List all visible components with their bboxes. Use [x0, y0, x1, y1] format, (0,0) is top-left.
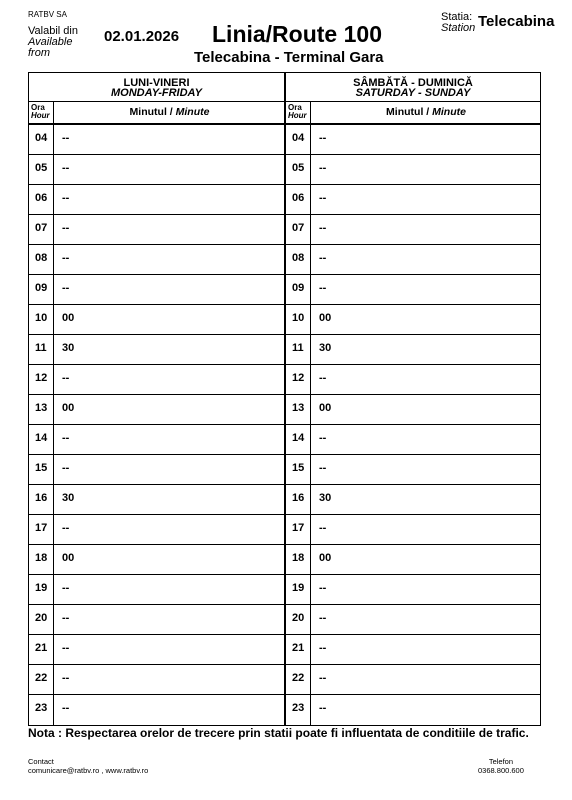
table-row [29, 425, 284, 455]
minute-cell: -- [62, 132, 70, 144]
hour-cell: 11 [29, 335, 54, 364]
hour-cell: 09 [286, 275, 311, 304]
minute-cell: -- [62, 372, 70, 384]
hour-cell: 08 [29, 245, 54, 274]
minute-cell: -- [319, 222, 327, 234]
phone-info [478, 757, 524, 775]
table-row [286, 275, 540, 305]
hour-cell: 12 [29, 365, 54, 394]
hour-cell: 14 [29, 425, 54, 454]
minute-cell: -- [62, 282, 70, 294]
minute-label-ro: Minutul / [129, 106, 173, 118]
hour-cell: 12 [286, 365, 311, 394]
hour-cell: 10 [286, 305, 311, 334]
table-row [29, 545, 284, 575]
traffic-note: Nota : Respectarea orelor de trecere prin statii poate fi influentata de conditiile de trafic. [28, 726, 529, 740]
hour-cell: 06 [286, 185, 311, 214]
station-label [441, 12, 475, 34]
minute-cell: 30 [319, 492, 332, 504]
minute-cell: -- [62, 642, 70, 654]
table-row [286, 365, 540, 395]
table-row [286, 215, 540, 245]
minute-label-en: Minute [432, 106, 466, 118]
table-row [286, 665, 540, 695]
table-row [286, 125, 540, 155]
hour-cell: 07 [29, 215, 54, 244]
table-row [29, 695, 284, 725]
minute-cell: -- [319, 522, 327, 534]
minute-cell: -- [319, 132, 327, 144]
minute-cell: 00 [319, 552, 332, 564]
minute-cell: -- [319, 162, 327, 174]
valid-from-en1: Available [28, 36, 73, 48]
minute-cell: -- [319, 252, 327, 264]
minute-cell: -- [62, 672, 70, 684]
table-row [286, 305, 540, 335]
minute-cell: -- [319, 612, 327, 624]
table-row [29, 155, 284, 185]
timetable [28, 72, 541, 726]
table-row [29, 125, 284, 155]
table-row [286, 515, 540, 545]
hour-label-en: Hour [288, 111, 307, 120]
minute-column-label [55, 102, 284, 123]
hour-cell: 11 [286, 335, 311, 364]
hour-column-label [29, 102, 54, 123]
hour-cell: 17 [29, 515, 54, 544]
company-name: RATBV SA [28, 10, 67, 19]
table-row [29, 515, 284, 545]
weekend-rows [286, 125, 540, 725]
hour-cell: 23 [286, 695, 311, 725]
minute-cell: -- [62, 222, 70, 234]
minute-cell: 00 [62, 312, 75, 324]
weekend-column-header [286, 102, 540, 125]
hour-cell: 15 [286, 455, 311, 484]
minute-cell: -- [319, 282, 327, 294]
table-row [286, 575, 540, 605]
minute-cell: -- [62, 162, 70, 174]
table-row [286, 485, 540, 515]
hour-cell: 09 [29, 275, 54, 304]
weekend-title-ro: SÂMBĂTĂ - DUMINICĂ [353, 77, 473, 89]
table-row [29, 185, 284, 215]
minute-cell: -- [62, 252, 70, 264]
phone-label: Telefon [488, 757, 514, 766]
minute-cell: -- [62, 522, 70, 534]
hour-cell: 18 [29, 545, 54, 574]
hour-cell: 15 [29, 455, 54, 484]
hour-cell: 20 [29, 605, 54, 634]
valid-from-ro: Valabil din [28, 25, 78, 37]
minute-cell: 30 [62, 342, 75, 354]
valid-from-en2: from [28, 47, 50, 59]
weekday-header [29, 73, 284, 102]
table-row [286, 245, 540, 275]
minute-cell: -- [319, 372, 327, 384]
hour-label-ro: Ora [31, 103, 45, 112]
minute-cell: -- [319, 462, 327, 474]
hour-cell: 21 [286, 635, 311, 664]
hour-cell: 22 [29, 665, 54, 694]
table-row [29, 215, 284, 245]
minute-cell: -- [319, 432, 327, 444]
minute-cell: -- [62, 462, 70, 474]
weekend-timetable [286, 73, 540, 725]
minute-cell: -- [319, 672, 327, 684]
table-row [29, 605, 284, 635]
hour-cell: 10 [29, 305, 54, 334]
minute-cell: 00 [62, 552, 75, 564]
table-row [29, 245, 284, 275]
table-row [29, 665, 284, 695]
minute-cell: -- [62, 432, 70, 444]
table-row [286, 545, 540, 575]
hour-cell: 16 [29, 485, 54, 514]
minute-cell: 30 [62, 492, 75, 504]
hour-cell: 07 [286, 215, 311, 244]
contact-label: Contact [28, 757, 54, 766]
table-row [286, 635, 540, 665]
hour-label-ro: Ora [288, 103, 302, 112]
hour-cell: 04 [29, 125, 54, 154]
hour-cell: 05 [286, 155, 311, 184]
valid-from-label [28, 26, 78, 59]
contact-info [28, 757, 148, 775]
hour-cell: 13 [286, 395, 311, 424]
route-direction: Telecabina - Terminal Gara [194, 49, 384, 66]
weekday-rows [29, 125, 284, 725]
hour-cell: 23 [29, 695, 54, 725]
hour-cell: 21 [29, 635, 54, 664]
minute-cell: 00 [62, 402, 75, 414]
table-row [29, 635, 284, 665]
table-row [286, 155, 540, 185]
hour-cell: 04 [286, 125, 311, 154]
table-row [286, 335, 540, 365]
table-row [286, 605, 540, 635]
minute-cell: 30 [319, 342, 332, 354]
hour-cell: 19 [29, 575, 54, 604]
table-row [29, 275, 284, 305]
minute-cell: 00 [319, 312, 332, 324]
table-row [286, 425, 540, 455]
table-row [286, 395, 540, 425]
weekend-title-en: SATURDAY - SUNDAY [355, 87, 471, 99]
hour-cell: 20 [286, 605, 311, 634]
table-row [29, 305, 284, 335]
phone-value: 0368.800.600 [478, 766, 524, 775]
hour-cell: 06 [29, 185, 54, 214]
hour-cell: 13 [29, 395, 54, 424]
minute-cell: 00 [319, 402, 332, 414]
hour-cell: 05 [29, 155, 54, 184]
hour-cell: 22 [286, 665, 311, 694]
table-row [286, 455, 540, 485]
station-label-en: Station [441, 22, 476, 34]
weekday-timetable [29, 73, 286, 725]
hour-label-en: Hour [31, 111, 50, 120]
weekday-title-en: MONDAY-FRIDAY [110, 87, 203, 99]
minute-column-label [312, 102, 540, 123]
table-row [29, 395, 284, 425]
route-title: Linia/Route 100 [212, 21, 382, 47]
table-row [29, 485, 284, 515]
weekday-column-header [29, 102, 284, 125]
valid-date: 02.01.2026 [104, 28, 180, 45]
hour-cell: 14 [286, 425, 311, 454]
minute-cell: -- [62, 702, 70, 714]
minute-label-en: Minute [175, 106, 210, 118]
minute-cell: -- [319, 192, 327, 204]
minute-label-ro: Minutul / [386, 106, 430, 118]
contact-value: comunicare@ratbv.ro , www.ratbv.ro [28, 766, 149, 775]
weekend-header [286, 73, 540, 102]
hour-cell: 08 [286, 245, 311, 274]
station-label-ro: Statia: [441, 11, 473, 23]
table-row [286, 695, 540, 725]
minute-cell: -- [319, 582, 327, 594]
hour-cell: 18 [286, 545, 311, 574]
minute-cell: -- [62, 612, 70, 624]
minute-cell: -- [62, 582, 70, 594]
minute-cell: -- [319, 642, 327, 654]
table-row [29, 365, 284, 395]
hour-cell: 19 [286, 575, 311, 604]
weekday-title-ro: LUNI-VINERI [123, 77, 190, 89]
minute-cell: -- [62, 192, 70, 204]
table-row [29, 455, 284, 485]
table-row [286, 185, 540, 215]
hour-cell: 16 [286, 485, 311, 514]
station-name: Telecabina [478, 13, 555, 30]
hour-cell: 17 [286, 515, 311, 544]
table-row [29, 335, 284, 365]
table-row [29, 575, 284, 605]
hour-column-label [286, 102, 311, 123]
minute-cell: -- [319, 702, 327, 714]
